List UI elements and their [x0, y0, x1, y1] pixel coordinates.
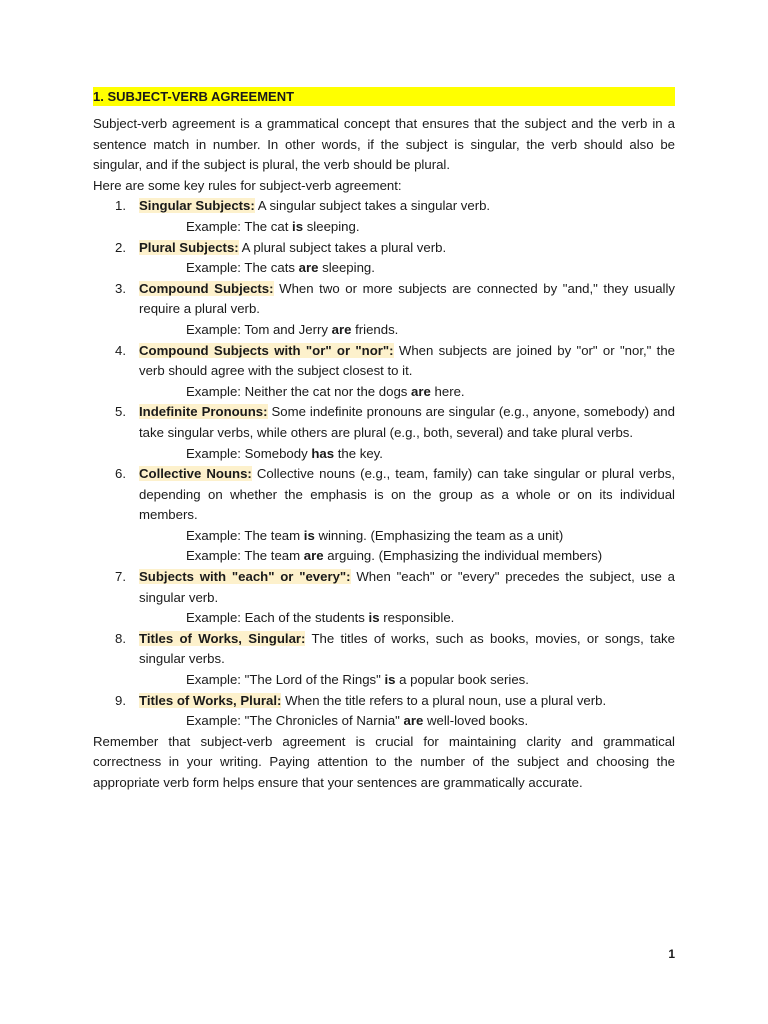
rule-example: [93, 217, 675, 238]
rule-example: [93, 546, 675, 567]
rule-item: [93, 464, 675, 526]
rule-number: 9.: [115, 692, 126, 708]
example-text: Example: The cats: [186, 260, 299, 276]
rule-number: 1.: [115, 198, 126, 214]
example-text: winning. (Emphasizing the team as a unit): [314, 527, 564, 543]
rule-number: 6.: [115, 466, 126, 482]
example-text: Example: Tom and Jerry: [186, 321, 332, 337]
rule-example: [93, 382, 675, 403]
rule-number: 3.: [115, 280, 126, 296]
rule-item: [93, 279, 675, 320]
rule-item: [93, 567, 675, 608]
rule-number: 2.: [115, 239, 126, 255]
rule-example: [93, 258, 675, 279]
example-verb: is: [303, 527, 315, 543]
rules-intro: Here are some key rules for subject-verb agreement:: [93, 177, 402, 193]
rule-title: Plural Subjects:: [139, 239, 239, 255]
example-text: sleeping.: [318, 260, 375, 276]
rule-title: Compound Subjects with "or" or "nor":: [139, 342, 394, 358]
rule-item: [93, 629, 675, 670]
rule-text: When the title refers to a plural noun, use a plural verb.: [281, 692, 607, 708]
example-verb: has: [311, 445, 335, 461]
example-text: Example: Somebody: [186, 445, 312, 461]
example-text: the key.: [334, 445, 383, 461]
rule-example: [93, 526, 675, 547]
rule-text: When two or more subjects are connected by "and," they usually require a plural verb.: [139, 280, 675, 317]
rule-example: [93, 320, 675, 341]
example-text: Example: "The Chronicles of Narnia": [186, 713, 404, 729]
document-page: [93, 87, 675, 794]
example-verb: are: [411, 383, 431, 399]
rule-text: A singular subject takes a singular verb.: [254, 198, 491, 214]
rule-number: 5.: [115, 404, 126, 420]
rule-number: 4.: [115, 342, 126, 358]
example-text: sleeping.: [303, 218, 360, 234]
rule-text: Collective nouns (e.g., team, family) can take singular or plural verbs, depending on whether the emphasis is on the group as a whole or on its individual members.: [139, 466, 675, 523]
section-heading: 1. SUBJECT-VERB AGREEMENT: [93, 87, 675, 106]
example-verb: are: [403, 713, 424, 729]
example-text: Example: Neither the cat nor the dogs: [186, 383, 412, 399]
example-verb: is: [368, 610, 380, 626]
rules-list: [93, 196, 675, 731]
conclusion-paragraph: Remember that subject-verb agreement is crucial for maintaining clarity and grammatical correctness in your writing. Paying attention to the number of the subject and choosing the appropriate verb form helps ensure that your sentences are grammatically accurate.: [93, 733, 675, 790]
example-text: Example: "The Lord of the Rings": [186, 672, 385, 688]
rule-text: A plural subject takes a plural verb.: [238, 239, 447, 255]
example-text: Example: The team: [186, 527, 304, 543]
rule-text: The titles of works, such as books, movies, or songs, take singular verbs.: [139, 630, 675, 667]
rule-number: 8.: [115, 630, 126, 646]
example-verb: is: [384, 672, 396, 688]
example-text: Example: Each of the students: [186, 610, 369, 626]
example-verb: are: [331, 321, 352, 337]
example-text: Example: The cat: [186, 218, 293, 234]
rule-text: When "each" or "every" precedes the subject, use a singular verb.: [139, 569, 675, 605]
example-text: responsible.: [379, 610, 455, 626]
example-text: friends.: [351, 321, 399, 337]
page-number: 1: [668, 947, 675, 961]
rule-example: [93, 670, 675, 691]
rule-example: [93, 444, 675, 465]
rule-title: Subjects with "each" or "every":: [139, 569, 351, 585]
example-verb: is: [292, 218, 304, 234]
rule-title: Titles of Works, Plural:: [139, 692, 282, 708]
rule-item: [93, 196, 675, 217]
rule-text: Some indefinite pronouns are singular (e.g., anyone, somebody) and take singular verbs, while others are plural (e.g., both, several) and take plural verbs.: [139, 404, 675, 440]
example-text: a popular book series.: [395, 672, 529, 688]
rule-title: Singular Subjects:: [139, 198, 255, 214]
rule-item: [93, 341, 675, 382]
rule-example: [93, 711, 675, 732]
example-verb: are: [303, 548, 324, 564]
rule-text: When subjects are joined by "or" or "nor," the verb should agree with the subject closest to it.: [139, 342, 675, 379]
rule-title: Collective Nouns:: [139, 466, 252, 482]
intro-paragraph: Subject-verb agreement is a grammatical concept that ensures that the subject and the verb in a sentence match in number. In other words, if the subject is singular, the verb should also be singular, and if the subject is plural, the verb should be plural.: [93, 116, 675, 173]
example-text: well-loved books.: [423, 713, 529, 729]
example-text: Example: The team: [186, 548, 304, 564]
rule-number: 7.: [115, 569, 126, 585]
example-verb: are: [298, 260, 319, 276]
example-text: here.: [430, 383, 465, 399]
example-text: arguing. (Emphasizing the individual members): [323, 548, 603, 564]
rule-title: Titles of Works, Singular:: [139, 630, 306, 646]
rule-example: [93, 608, 675, 629]
rule-item: [93, 402, 675, 443]
rule-item: [93, 691, 675, 712]
rule-item: [93, 238, 675, 259]
rule-title: Compound Subjects:: [139, 280, 274, 296]
rule-title: Indefinite Pronouns:: [139, 404, 268, 420]
